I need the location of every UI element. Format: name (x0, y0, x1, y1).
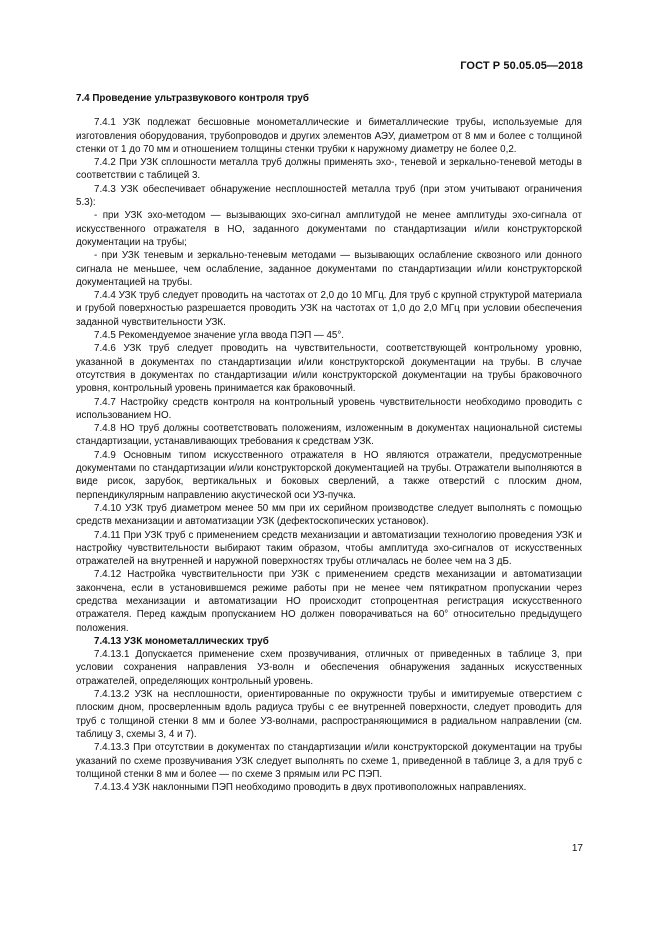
paragraph-7-4-6: 7.4.6 УЗК труб следует проводить на чувствительности, соответствующей контрольному уровню, указанной в документах по стандартизации и/или конструкторской документации на трубы. В случае отсутствия в документах по стандартизации и/или конструкторской документации на трубы браковочного уровня, контрольный уровень принимается как браковочный. (76, 343, 582, 395)
paragraph-7-4-13-3: 7.4.13.3 При отсутствии в документах по стандартизации и/или конструкторской документации на трубы указаний по схеме прозвучивания УЗК следует выполнять по схеме 1, приведенной в таблице 3, а для труб с толщиной стенки 8 мм и более — по схеме 3 прямым или РС ПЭП. (76, 742, 582, 780)
list-item-shadow-method: - при УЗК теневым и зеркально-теневым методами — вызывающих ослабление сквозного или донного сигнала не меньшее, чем ослабление, заданное документами по стандартизации и/или конструкторской документацией на трубы. (76, 250, 582, 288)
paragraph-7-4-5: 7.4.5 Рекомендуемое значение угла ввода ПЭП — 45°. (94, 330, 345, 342)
paragraph-7-4-4: 7.4.4 УЗК труб следует проводить на частотах от 2,0 до 10 МГц. Для труб с крупной структурой материала и грубой поверхностью разрешается проводить УЗК на частотах от 1,0 до 2,0 МГц при условии обеспечения заданной чувствительности УЗК. (76, 290, 582, 328)
document-header: ГОСТ Р 50.05.05—2018 (460, 60, 583, 72)
document-body (76, 92, 582, 794)
paragraph-7-4-10: 7.4.10 УЗК труб диаметром менее 50 мм при их серийном производстве следует выполнять с помощью средств механизации и автоматизации УЗК (дефектоскопических установок). (76, 502, 582, 528)
paragraph-7-4-9: 7.4.9 Основным типом искусственного отражателя в НО являются отражатели, предусмотренные документами по стандартизации и/или конструкторской документацией на трубы. Отражатели выполняются в виде рисок, зарубок, вертикальных и боковых сверлений, а также отверстий с плоским дном, перпендикулярным направлению акустической оси УЗ-пучка. (76, 449, 582, 501)
section-title: 7.4 Проведение ультразвукового контроля труб (76, 93, 309, 104)
paragraph-7-4-12: 7.4.12 Настройка чувствительности при УЗК с применением средств механизации и автоматизации закончена, если в установившемся режиме работы при не менее чем пятикратном пропускании через средства механизации и автоматизации НО происходит стопроцентная регистрация искусственного отражателя. Перед каждым пропусканием НО должен поворачиваться на 60° относительно предыдущего положения. (76, 569, 582, 634)
paragraph-7-4-8: 7.4.8 НО труб должны соответствовать положениям, изложенным в документах национальной системы стандартизации, устанавливающих требования к средствам УЗК. (76, 423, 582, 448)
subsection-title: 7.4.13 УЗК монометаллических труб (94, 635, 269, 647)
paragraph-7-4-2: 7.4.2 При УЗК сплошности металла труб должны применять эхо-, теневой и зеркально-теневой методы в соответствии с таблицей 3. (76, 157, 582, 182)
paragraph-7-4-11: 7.4.11 При УЗК труб с применением средств механизации и автоматизации технологию проведения УЗК и настройку чувствительности выбирают таким образом, чтобы амплитуда эхо-сигналов от искусственных отражателей на внутренней и наружной поверхностях трубы отличалась не более чем на 3 дБ. (76, 529, 582, 568)
paragraph-7-4-13-2: 7.4.13.2 УЗК на несплошности, ориентированные по окружности трубы и имитируемые отверстием с плоским дном, просверленным вдоль радиуса трубы с ее внутренней поверхности, следует проводить для труб с толщиной стенки 8 мм и более УЗ-волнами, распространяющимися в радиальном направлении (см. таблицу 3, схемы 3, 4 и 7). (76, 689, 582, 740)
paragraph-7-4-1: 7.4.1 УЗК подлежат бесшовные монометаллические и биметаллические трубы, используемые для изготовления оборудования, трубопроводов и других элементов АЭУ, диаметром от 8 мм и более с толщиной стенки от 1 до 70 мм и отношением толщины стенки трубки к наружному диаметру не более 0,2. (76, 117, 582, 155)
paragraph-7-4-13-4: 7.4.13.4 УЗК наклонными ПЭП необходимо проводить в двух противоположных направлениях. (94, 782, 527, 794)
page-number: 17 (571, 843, 583, 854)
paragraph-7-4-7: 7.4.7 Настройку средств контроля на контрольный уровень чувствительности необходимо проводить с использованием НО. (76, 396, 582, 421)
paragraph-7-4-3: 7.4.3 УЗК обеспечивает обнаружение несплошностей металла труб (при этом учитывают ограничения 5.3): (76, 183, 582, 209)
paragraph-7-4-13-1: 7.4.13.1 Допускается применение схем прозвучивания, отличных от приведенных в таблице 3, при условии сохранения направления УЗ-волн и обеспечения обнаружения заданных искусственных отражателей, определяющих контрольный уровень. (76, 649, 582, 687)
list-item-echo-method: - при УЗК эхо-методом — вызывающих эхо-сигнал амплитудой не менее амплитуды эхо-сигнала от искусственного отражателя в НО, заданного документами по стандартизации и/или конструкторской документации на трубы; (76, 210, 582, 248)
